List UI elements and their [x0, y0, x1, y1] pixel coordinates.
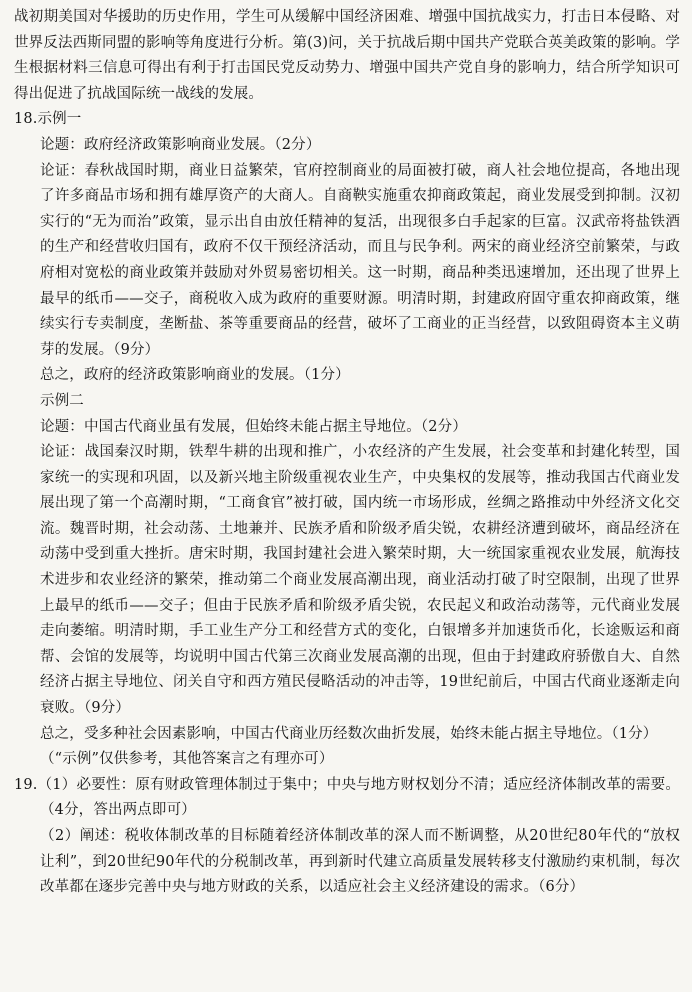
q18-example2-thesis: 论题：中国古代商业虽有发展，但始终未能占据主导地位。（2分）: [40, 418, 467, 435]
q18-example2-summary: 总之，受多种社会因素影响，中国古代商业历经数次曲折发展，始终未能占据主导地位。（1分）: [40, 725, 658, 742]
q18-example1-thesis: 论题：政府经济政策影响商业发展。（2分）: [40, 136, 321, 153]
q18-example2-argument: 论证：战国秦汉时期，铁犁牛耕的出现和推广，小农经济的产生发展，社会变革和封建化转型，国家统一的实现和巩固，以及新兴地主阶级重视农业生产，中央集权的发展等，推动我国古代商业发展出现了第一个高潮时期，“工商食官”被打破，国内统一市场形成，丝绸之路推动中外经济文化交流。魏晋时期，社会动荡、土地兼并、民族矛盾和阶级矛盾尖锐，农耕经济遭到破坏，商品经济在动荡中受到重大挫折。唐宋时期，我国封建社会进入繁荣时期，大一统国家重视农业发展，航海技术进步和农业经济的繁荣，推动第二个商业发展高潮出现，商业活动打破了时空限制，出现了世界上最早的纸币——交子；但由于民族矛盾和阶级矛盾尖锐，农民起义和政治动荡等，元代商业发展走向萎缩。明清时期，手工业生产分工和经营方式的变化，白银增多并加速货币化，长途贩运和商帮、会馆的发展等，均说明中国古代第三次商业发展高潮的出现，但由于封建政府骄傲自大、自然经济占据主导地位、闭关自守和西方殖民侵略活动的冲击等，19世纪前后，中国古代商业逐渐走向衰败。（9分）: [40, 444, 680, 717]
q19-part1: 19.（1）必要性：原有财政管理体制过于集中；中央与地方财权划分不清；适应经济体制改革的需要。（4分，答出两点即可）: [14, 776, 680, 819]
q19-part2: （2）阐述：税收体制改革的目标随着经济体制改革的深人而不断调整，从20世纪80年代的“放权让利”，到20世纪90年代的分税制改革，再到新时代建立高质量发展转移支付激励约束机制，每次改革都在逐步完善中央与地方财政的关系，以适应社会主义经济建设的需求。（6分）: [40, 828, 680, 896]
q18-example2-heading: 示例二: [40, 392, 84, 409]
q18-heading: 18.示例一: [14, 111, 82, 128]
q17-explanation-continued: 战初期美国对华援助的历史作用，学生可从缓解中国经济困难、增强中国抗战实力，打击日本侵略、对世界反法西斯同盟的影响等角度进行分析。第(3)问，关于抗战后期中国共产党联合英美政策的影响。学生根据材料三信息可得出有利于打击国民党反动势力、增强中国共产党自身的影响力，结合所学知识可得出促进了抗战国际统一战线的发展。: [14, 9, 680, 102]
q18-example1-argument: 论证：春秋战国时期，商业日益繁荣，官府控制商业的局面被打破，商人社会地位提高，各地出现了许多商品市场和拥有雄厚资产的大商人。自商鞅实施重农抑商政策起，商业发展受到抑制。汉初实行的“无为而治”政策，显示出自由放任精神的复活，出现很多白手起家的巨富。汉武帝将盐铁酒的生产和经营收归国有，政府不仅干预经济活动，而且与民争利。两宋的商业经济空前繁荣，与政府相对宽松的商业政策并鼓励对外贸易密切相关。这一时期，商品种类迅速增加，还出现了世界上最早的纸币——交子，商税收入成为政府的重要财源。明清时期，封建政府固守重农抑商政策，继续实行专卖制度，垄断盐、茶等重要商品的经营，破坏了工商业的正当经营，以致阻碍资本主义萌芽的发展。（9分）: [40, 162, 680, 358]
q18-example1-summary: 总之，政府的经济政策影响商业的发展。（1分）: [40, 367, 350, 384]
q18-note: （“示例”仅供参考，其他答案言之有理亦可）: [40, 751, 334, 768]
